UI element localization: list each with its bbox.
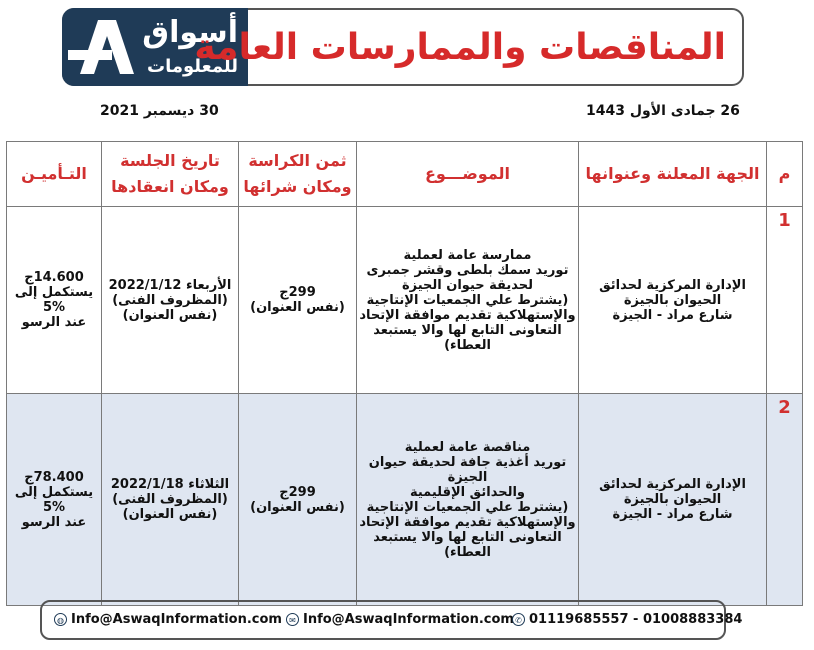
header-price: [239, 142, 357, 207]
cell-line: (يشترط علي الجمعيات الإنتاجية: [366, 292, 569, 308]
cell-line: 78.400ج: [24, 469, 84, 485]
row-number: 1: [767, 207, 803, 394]
cell-line: الثلاثاء 2022/1/18: [110, 477, 230, 492]
cell-line: شارع مراد - الجيزة: [612, 507, 733, 522]
cell-line: التعاونى التابع لها والا يستبعد: [373, 322, 562, 338]
entity-cell: [579, 394, 767, 606]
header-num: م: [767, 142, 803, 207]
session-cell: [102, 207, 239, 394]
cell-line: شارع مراد - الجيزة: [612, 307, 733, 323]
cell-line: الأربعاء 2022/1/12: [108, 277, 232, 293]
cell-line: 299ج: [279, 484, 316, 500]
cell-line: يستكمل إلى: [14, 285, 94, 300]
phone-icon: ✆: [512, 613, 525, 626]
phone-contact[interactable]: [512, 612, 742, 627]
cell-line: عند الرسو: [21, 315, 87, 330]
logo-subtitle: للمعلومات: [147, 56, 238, 77]
subject-cell: [357, 207, 579, 394]
logo-title: أسواق: [142, 15, 238, 50]
tenders-table: [6, 141, 803, 606]
subject-cell: [357, 394, 579, 606]
hijri-date: 26 جمادى الأول 1443: [586, 103, 740, 119]
globe-icon: ◍: [54, 613, 67, 626]
price-cell: [239, 207, 357, 394]
cell-line: (نفس العنوان): [122, 507, 218, 522]
cell-line: الجيزة: [447, 469, 488, 485]
cell-line: الإدارة المركزية لحدائق: [599, 477, 746, 492]
email-text-1: Info@AswaqInformation.com: [71, 612, 282, 627]
insurance-cell: [7, 207, 102, 394]
cell-line: 14.600ج: [24, 270, 84, 285]
cell-line: التعاونى التابع لها والا يستبعد: [373, 529, 562, 545]
mail-icon: ✉: [286, 613, 299, 626]
cell-line: ممارسة عامة لعملية: [403, 247, 532, 263]
header-price-line2: ومكان شرائها: [243, 177, 352, 196]
cell-line: توريد أغذية جافة لحديقة حيوان: [368, 454, 567, 470]
cell-line: الحيوان بالجيزة: [623, 492, 722, 507]
header-price-line1: ثمن الكراسة: [248, 151, 347, 170]
website-contact[interactable]: [54, 612, 282, 627]
cell-line: 5%: [42, 499, 66, 515]
cell-line: عند الرسو: [21, 514, 87, 530]
cell-line: (نفس العنوان): [122, 307, 218, 323]
cell-line: يستكمل إلى: [14, 484, 94, 500]
cell-line: (المظروف الفنى): [112, 292, 228, 308]
cell-line: 5%: [42, 300, 66, 315]
cell-line: (نفس العنوان): [250, 499, 345, 515]
header-session-line1: تاريخ الجلسة: [120, 151, 220, 170]
cell-line: والحدائق الإقليمية: [409, 484, 526, 500]
header-session-line2: ومكان انعقادها: [111, 177, 229, 196]
cell-line: العطاء): [444, 337, 491, 353]
table-row: [7, 207, 803, 394]
session-cell: [102, 394, 239, 606]
price-cell: [239, 394, 357, 606]
cell-line: الإدارة المركزية لحدائق: [599, 277, 746, 293]
insurance-cell: [7, 394, 102, 606]
gregorian-date: 30 ديسمبر 2021: [100, 103, 219, 119]
cell-line: 299ج: [279, 285, 316, 300]
logo-a-icon: [68, 14, 136, 80]
header-session: [102, 142, 239, 207]
header-insurance: التـأميـن: [7, 142, 102, 207]
page-title: المناقصات والممارسات العامة: [194, 27, 726, 68]
email-text-2: Info@AswaqInformation.com: [303, 612, 514, 627]
contact-footer: [40, 600, 743, 640]
cell-line: (نفس العنوان): [250, 300, 345, 315]
cell-line: والإستهلاكية تقديم موافقة الإتحاد: [359, 514, 576, 530]
header-subject: الموضـــوع: [357, 142, 579, 207]
header-entity: الجهة المعلنة وعنوانها: [579, 142, 767, 207]
phone-text: 01119685557 - 01008883384: [529, 612, 743, 627]
email-contact[interactable]: [286, 612, 514, 627]
row-number: 2: [767, 394, 803, 606]
table-row: [7, 394, 803, 606]
cell-line: العطاء): [444, 544, 491, 560]
cell-line: مناقصة عامة لعملية: [404, 439, 531, 455]
cell-line: والإستهلاكية تقديم موافقة الإتحاد: [359, 307, 576, 323]
table-header-row: [7, 142, 803, 207]
cell-line: (يشترط علي الجمعيات الإنتاجية: [366, 499, 569, 515]
cell-line: توريد سمك بلطى وقشر جمبرى: [366, 262, 569, 278]
cell-line: لحديقة حيوان الجيزة: [401, 277, 534, 293]
cell-line: (المظروف الفنى): [112, 492, 228, 507]
cell-line: الحيوان بالجيزة: [623, 292, 722, 308]
entity-cell: [579, 207, 767, 394]
